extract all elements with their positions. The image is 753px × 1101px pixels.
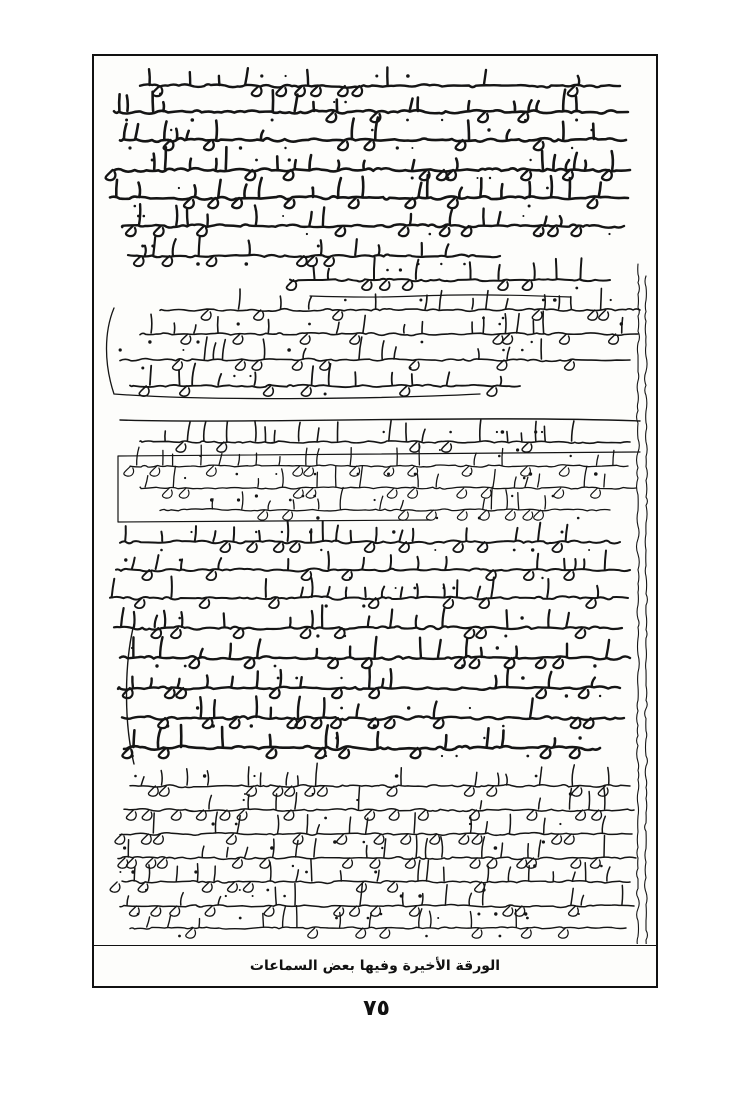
sama-note-c-line-2 — [116, 568, 630, 571]
sama-note-b-line-2-letters — [124, 443, 614, 476]
sama-note-c-line-2-letters — [124, 551, 606, 581]
caption-text: الورقة الأخيرة وفيها بعض السماعات — [249, 958, 501, 974]
handwriting-drawing — [100, 64, 652, 944]
sama-note-b-line-4 — [160, 509, 610, 511]
sama-note-d-line-4-letters — [118, 836, 605, 869]
colophon-line-8-letters — [287, 258, 582, 290]
sama-note-a-line-2 — [140, 333, 638, 336]
sama-note-a-line-3 — [120, 358, 630, 361]
colophon-line-1-letters — [149, 68, 579, 97]
sama-note-c-line-5-letters — [131, 637, 609, 668]
sama-note-d-line-7 — [130, 927, 626, 929]
colophon-line-7-letters — [134, 237, 466, 266]
sama-note-c-line-8-letters — [122, 725, 581, 758]
sama-note-c-line-3-letters — [112, 577, 598, 609]
sama-note-b-line-3-letters — [145, 466, 605, 498]
note-divider-2 — [120, 419, 640, 421]
sama-note-b-line-3 — [140, 487, 636, 489]
sama-note-c-line-6-letters — [123, 668, 601, 699]
sama-note-d-line-3 — [120, 833, 632, 836]
colophon-line-6 — [122, 224, 624, 227]
sama-note-d-line-2-letters — [126, 787, 604, 820]
sama-note-a-line-3-letters — [119, 337, 575, 370]
margin-notes — [637, 264, 648, 944]
sama-note-c-line-3 — [110, 596, 628, 600]
sama-note-a-line-1-letters — [201, 288, 612, 320]
sama-note-a-line-2-letters — [148, 311, 623, 344]
sama-note-c-line-4-letters — [121, 605, 585, 638]
colophon-line-4-letters — [106, 147, 613, 180]
sama-note-d-line-1 — [130, 785, 630, 788]
colophon-line-6-letters — [126, 204, 611, 236]
sama-note-b-line-1 — [140, 441, 630, 443]
sama-note-b-line-2 — [130, 465, 628, 467]
sama-note-b-line-1-letters — [165, 420, 574, 452]
sama-note-c-line-7-letters — [158, 697, 593, 729]
colophon-line-2-letters — [119, 90, 578, 122]
sama-note-d-line-3-letters — [115, 812, 605, 844]
sama-note-a-line-4 — [130, 385, 520, 388]
sama-note-d-line-2 — [124, 809, 634, 812]
colophon-line-1 — [140, 84, 620, 87]
colophon-line-8 — [290, 279, 610, 282]
page-number: ٧٥ — [363, 996, 390, 1021]
sama-note-a-line-1 — [160, 309, 640, 312]
caption-box — [94, 945, 656, 986]
manuscript-plate — [92, 54, 658, 988]
sama-note-d-line-6-letters — [127, 884, 623, 917]
sama-note-d-line-1-letters — [134, 763, 609, 796]
sama-note-c-line-8 — [124, 746, 600, 750]
sama-note-b-line-4-letters — [210, 487, 580, 520]
sama-note-c-line-1-letters — [125, 521, 590, 553]
manuscript-image — [100, 64, 652, 944]
colophon-line-2 — [114, 110, 628, 114]
